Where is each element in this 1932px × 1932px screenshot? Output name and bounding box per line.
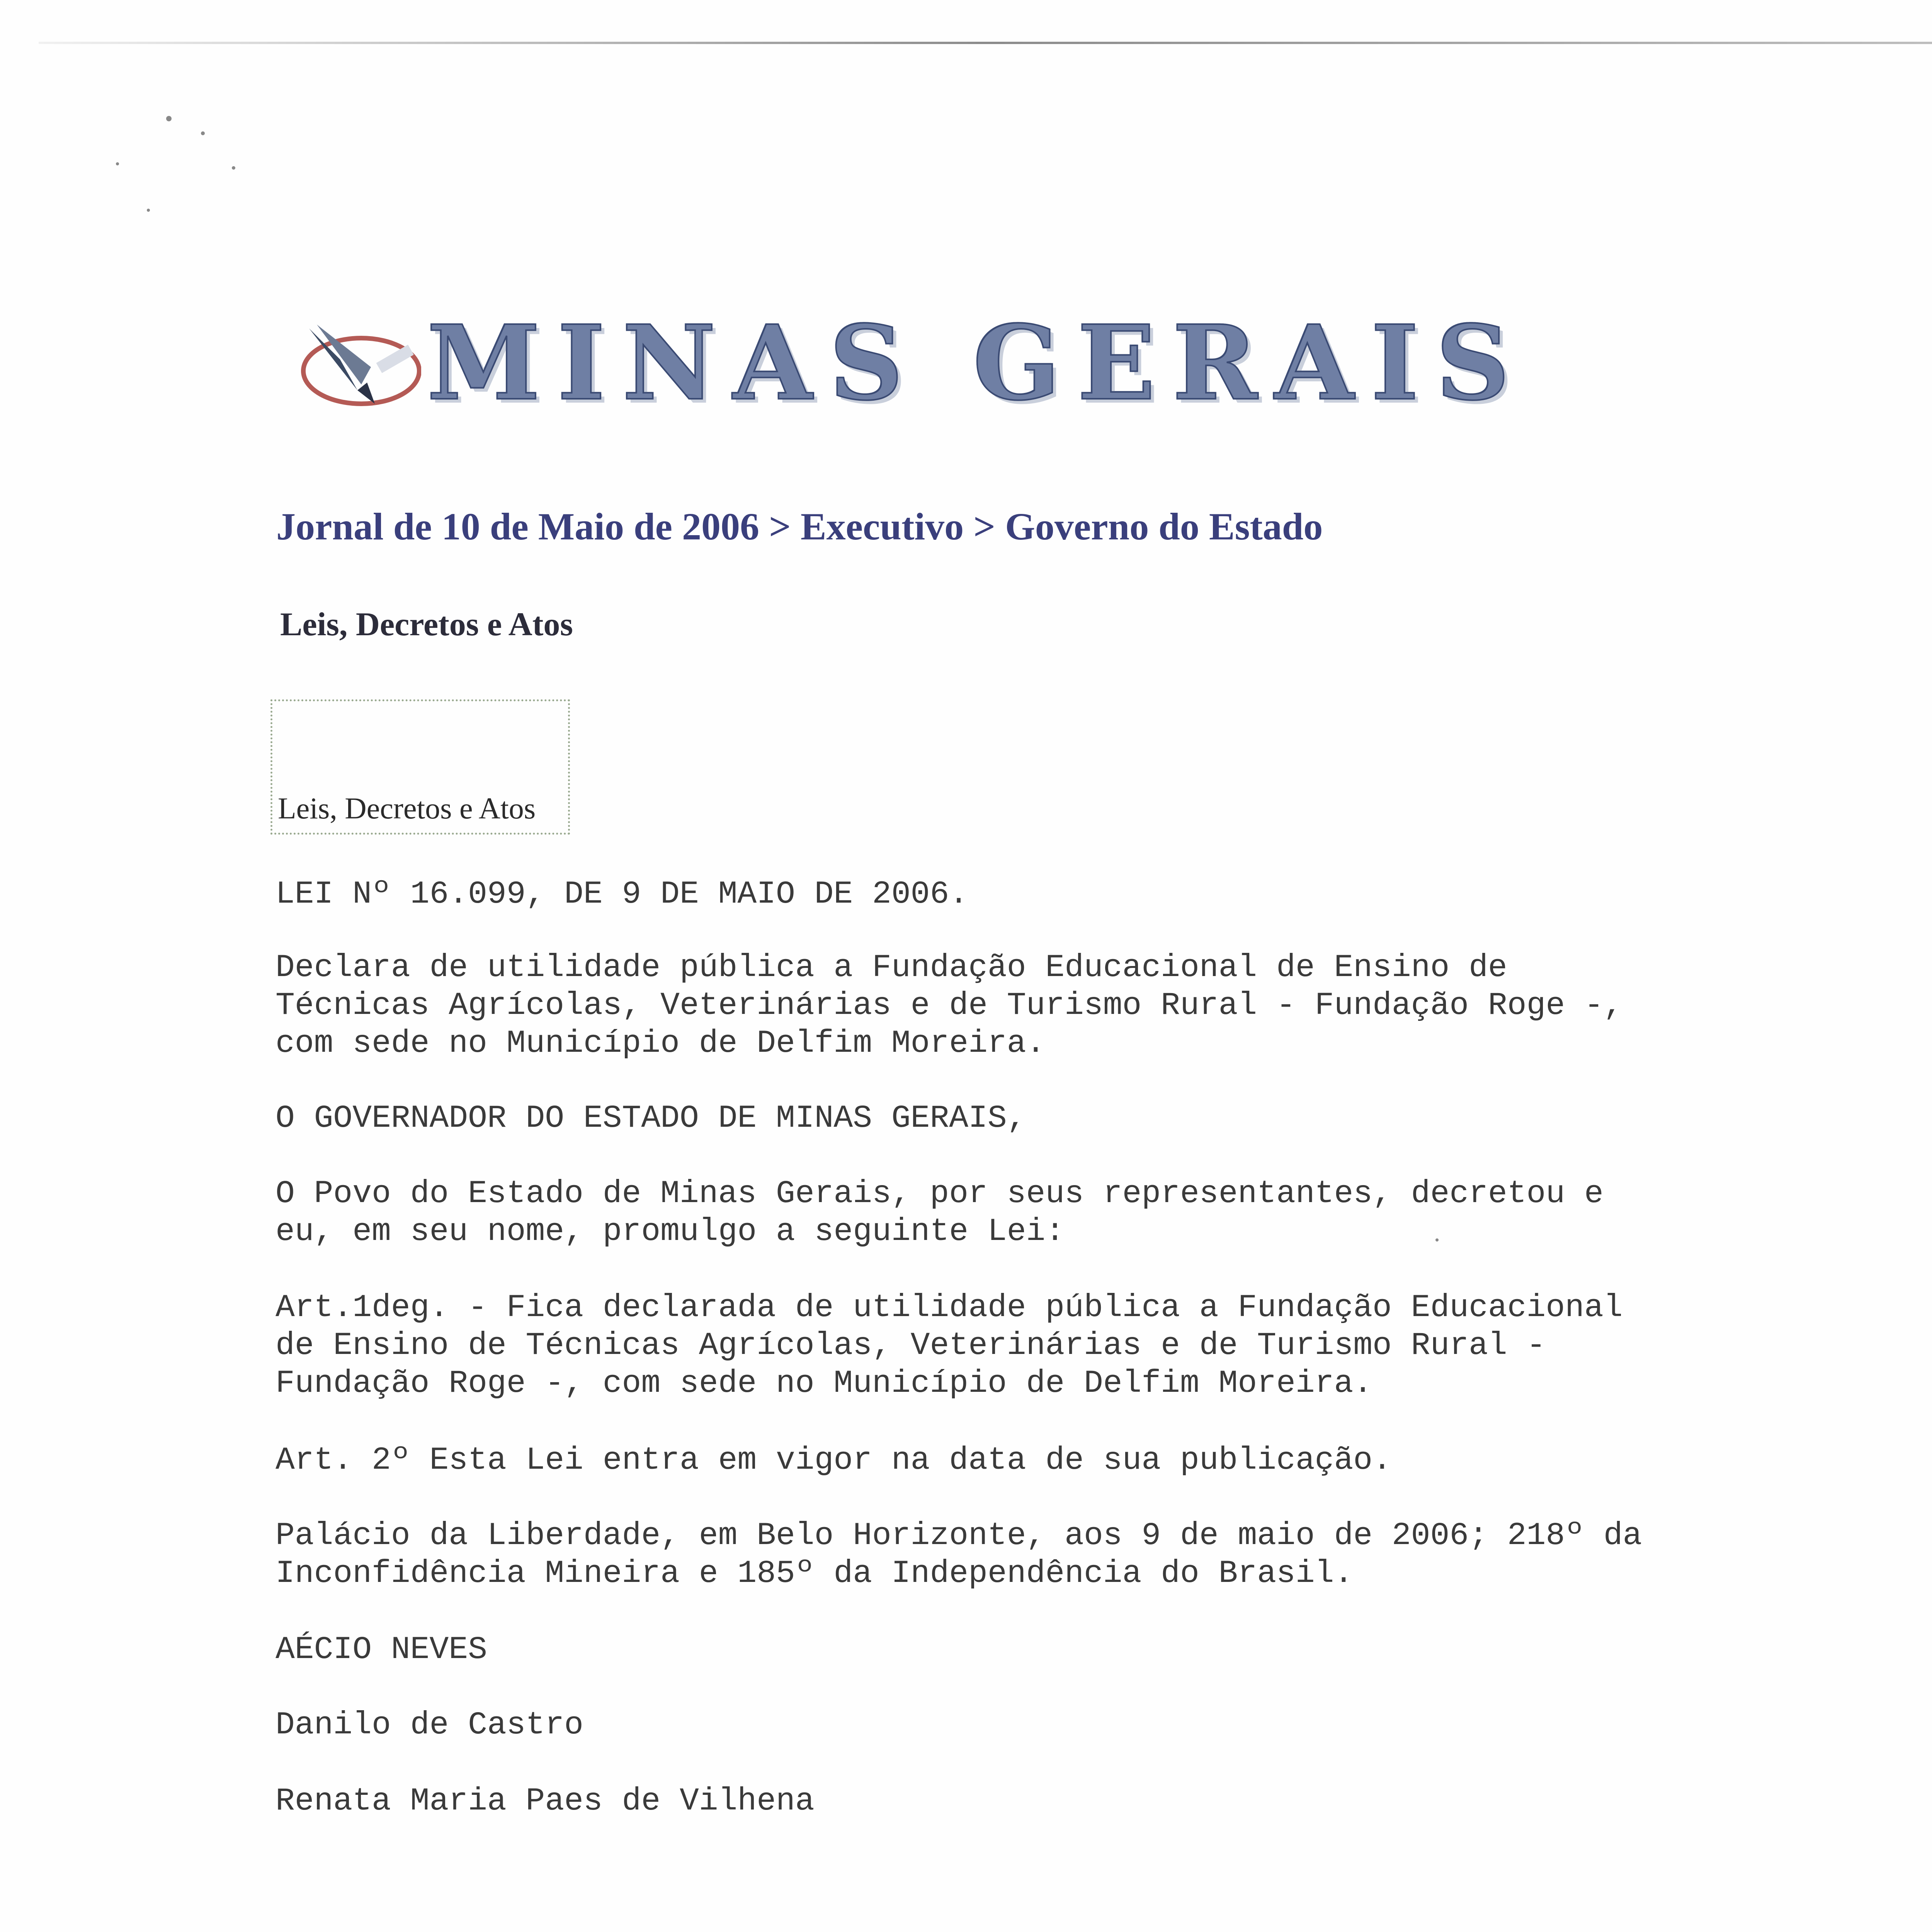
pen-nib-logo-icon	[294, 313, 421, 413]
law-title: LEI Nº 16.099, DE 9 DE MAIO DE 2006.	[276, 876, 969, 912]
breadcrumb: Jornal de 10 de Maio de 2006 > Executivo > Governo do Estado	[276, 505, 1323, 548]
closing-line: Inconfidência Mineira e 185º da Independência do Brasil.	[276, 1555, 1354, 1592]
masthead-title: MINAS GERAIS	[427, 303, 1527, 423]
scan-speck	[166, 116, 172, 121]
scan-border-line	[39, 42, 1932, 44]
preamble-line: O Povo do Estado de Minas Gerais, por seus representantes, decretou e	[276, 1175, 1604, 1212]
scan-speck	[201, 131, 205, 135]
article-1-line: Fundação Roge -, com sede no Município de Delfim Moreira.	[276, 1365, 1373, 1401]
governor-heading: O GOVERNADOR DO ESTADO DE MINAS GERAIS,	[276, 1100, 1026, 1136]
signature-governor: AÉCIO NEVES	[276, 1631, 487, 1668]
inset-label: Leis, Decretos e Atos	[278, 791, 536, 825]
scan-speck	[116, 162, 119, 165]
law-summary-line: com sede no Município de Delfim Moreira.	[276, 1025, 1046, 1061]
article-2: Art. 2º Esta Lei entra em vigor na data de sua publicação.	[276, 1442, 1392, 1478]
signature-secretary: Danilo de Castro	[276, 1707, 583, 1743]
scan-speck	[232, 166, 235, 170]
masthead	[294, 305, 1692, 421]
article-1-line: de Ensino de Técnicas Agrícolas, Veterinárias e de Turismo Rural -	[276, 1327, 1546, 1364]
inset-label-box	[270, 699, 570, 835]
article-1-line: Art.1deg. - Fica declarada de utilidade pública a Fundação Educacional	[276, 1289, 1623, 1326]
closing-line: Palácio da Liberdade, em Belo Horizonte, aos 9 de maio de 2006; 218º da	[276, 1517, 1642, 1554]
section-heading: Leis, Decretos e Atos	[280, 605, 573, 643]
signature-secretary: Renata Maria Paes de Vilhena	[276, 1783, 815, 1819]
law-summary-line: Técnicas Agrícolas, Veterinárias e de Turismo Rural - Fundação Roge -,	[276, 987, 1623, 1024]
scan-speck	[147, 209, 150, 212]
scan-speck	[1435, 1238, 1439, 1242]
preamble-line: eu, em seu nome, promulgo a seguinte Lei:	[276, 1213, 1065, 1250]
law-summary-line: Declara de utilidade pública a Fundação Educacional de Ensino de	[276, 949, 1507, 986]
